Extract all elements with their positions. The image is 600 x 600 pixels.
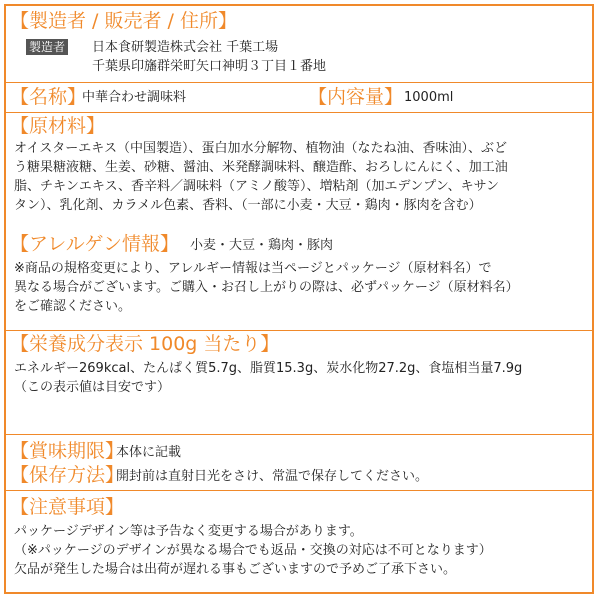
allergen-note-line: をご確認ください。	[14, 299, 132, 314]
nutrition-note: （この表示値は目安です）	[14, 380, 171, 395]
company-address: 千葉県印旛群栄町矢口神明３丁目１番地	[92, 59, 327, 74]
notice-line: 欠品が発生した場合は出荷が遅れる事もございますので予めご了承下さい。	[14, 562, 457, 577]
ingredients-line: 脂、チキンエキス、香辛料／調味料（アミノ酸等）、増粘剤（加エデンプン、キサン	[14, 179, 500, 194]
nutrition-heading: 【栄養成分表示 100g 当たり】	[10, 333, 280, 355]
allergen-section	[6, 231, 592, 330]
content-heading: 【内容量】	[308, 86, 404, 108]
storage-heading: 【保存方法】	[10, 464, 125, 486]
allergen-heading: 【アレルゲン情報】	[10, 233, 180, 255]
manufacturer-tag: 製造者	[26, 39, 68, 55]
ingredients-section	[6, 112, 592, 231]
expiry-storage-section	[6, 434, 592, 490]
product-info-panel	[4, 4, 594, 594]
manufacturer-heading: 【製造者 / 販売者 / 住所】	[10, 10, 237, 32]
expiry-value: 本体に記載	[116, 445, 182, 460]
name-value: 中華合わせ調味料	[82, 90, 187, 105]
ingredients-line: オイスターエキス（中国製造）、蛋白加水分解物、植物油（なたね油、香味油）、ぶど	[14, 141, 507, 156]
notice-line: パッケージデザイン等は予告なく変更する場合があります。	[14, 524, 363, 539]
nutrition-text	[14, 359, 584, 397]
nutrition-values: エネルギー269kcal、たんぱく質5.7g、脂質15.3g、炭水化物27.2g、食塩相当量7.9g	[14, 361, 523, 376]
ingredients-line: タン）、乳化剤、カラメル色素、香料、（一部に小麦・大豆・鶏肉・豚肉を含む）	[14, 198, 482, 213]
ingredients-heading: 【原材料】	[10, 115, 106, 137]
company-name: 日本食研製造株式会社 千葉工場	[92, 40, 279, 55]
notice-line: （※パッケージのデザインが異なる場合でも返品・交換の対応は不可となります）	[14, 543, 492, 558]
expiry-heading: 【賞味期限】	[10, 440, 125, 462]
notice-heading: 【注意事項】	[10, 496, 125, 518]
name-heading: 【名称】	[10, 86, 87, 108]
ingredients-line: う糖果糖液糖、生姜、砂糖、醤油、米発酵調味料、醸造酢、おろしにんにく、加工油	[14, 160, 508, 175]
manufacturer-section	[6, 6, 592, 82]
allergen-value: 小麦・大豆・鶏肉・豚肉	[190, 238, 334, 253]
name-section	[6, 82, 592, 112]
ingredients-text	[14, 139, 584, 215]
allergen-note-line: ※商品の規格変更により、アレルギー情報は当ページとパッケージ（原材料名）で	[14, 261, 492, 276]
allergen-note	[14, 259, 584, 316]
allergen-note-line: 異なる場合がございます。ご購入・お召し上がりの際は、必ずパッケージ（原材料名）	[14, 280, 519, 295]
content-value: 1000ml	[404, 90, 454, 105]
notice-section	[6, 490, 592, 592]
storage-value: 開封前は直射日光をさけ、常温で保存してください。	[116, 469, 429, 484]
notice-text	[14, 522, 584, 579]
nutrition-section	[6, 330, 592, 434]
